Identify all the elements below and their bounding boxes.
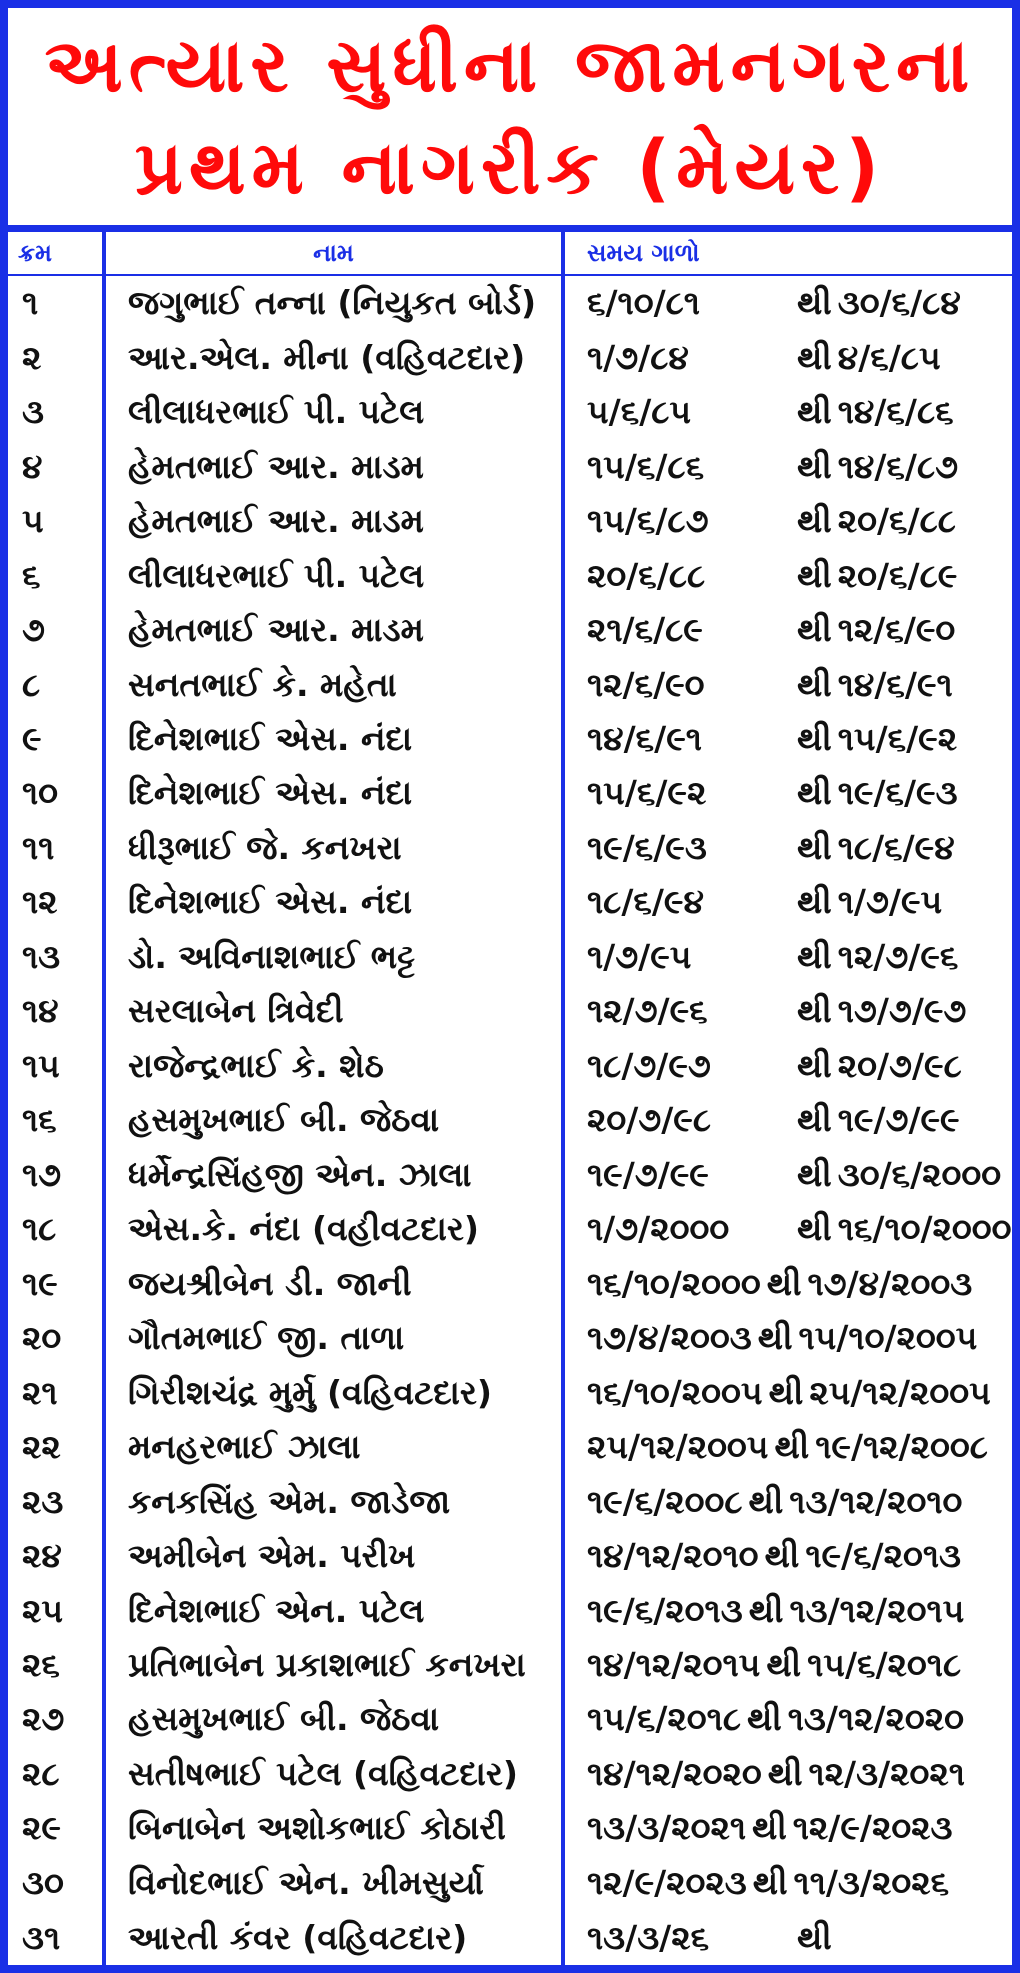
term-start: ૧૪/૧૨/૨૦૧૫ <box>587 1644 761 1684</box>
table-row <box>8 1801 1012 1855</box>
term-end: ૧૨/૭/૯૬ <box>837 936 959 976</box>
mayor-name: જયશ્રીબેન ડી. જાની <box>104 1256 563 1310</box>
term-end: ૧૪/૬/૮૭ <box>837 446 959 486</box>
term-start: ૧૨/૬/૯૦ <box>587 664 705 704</box>
term-separator: થી <box>747 1699 782 1739</box>
term-period <box>563 1474 1012 1528</box>
term-separator: થી <box>797 1917 832 1957</box>
term-period <box>563 1148 1012 1202</box>
term-end: ૧/૭/૯૫ <box>837 882 943 922</box>
table-row <box>8 1420 1012 1474</box>
table-row <box>8 330 1012 384</box>
term-start: ૧૯/૭/૯૯ <box>587 1154 709 1194</box>
term-separator: થી <box>797 936 832 976</box>
term-start: ૧૮/૬/૯૪ <box>587 882 704 922</box>
term-separator: થી <box>797 392 832 432</box>
mayor-name: એસ.કે. નંદા (વહીવટદાર) <box>104 1202 563 1256</box>
term-separator: થી <box>797 283 832 323</box>
mayor-name: કનકસિંહ એમ. જાડેજા <box>104 1474 563 1528</box>
term-separator: થી <box>766 1263 802 1303</box>
term-start: ૧૩/૩/૨૦૨૧ <box>587 1808 747 1848</box>
mayor-name: ધર્મેન્દ્રસિંહજી એન. ઝાલા <box>104 1148 563 1202</box>
term-end: ૧૫/૬/૨૦૧૮ <box>807 1644 962 1684</box>
table-row <box>8 1474 1012 1528</box>
row-number: ૨૦ <box>8 1311 104 1365</box>
mayor-name: ધીરૂભાઈ જે. કનખરા <box>104 821 563 875</box>
table-row <box>8 1311 1012 1365</box>
mayor-name: હસમુખભાઈ બી. જેઠવા <box>104 1093 563 1147</box>
table-row <box>8 548 1012 602</box>
term-end: ૩૦/૬/૮૪ <box>837 283 961 323</box>
mayor-table <box>8 232 1012 1965</box>
term-period <box>563 439 1012 493</box>
table-row <box>8 1692 1012 1746</box>
mayor-name: દિનેશભાઈ એસ. નંદા <box>104 712 563 766</box>
term-end: ૧૨/૯/૨૦૨૩ <box>792 1808 953 1848</box>
table-row <box>8 1638 1012 1692</box>
row-number: ૧૮ <box>8 1202 104 1256</box>
term-end: ૧૪/૬/૮૬ <box>837 392 954 432</box>
term-start: ૧/૭/૮૪ <box>587 337 689 377</box>
table-row <box>8 1365 1012 1419</box>
term-end: ૨૫/૧૨/૨૦૦૫ <box>809 1372 991 1412</box>
term-period <box>563 712 1012 766</box>
row-number: ૫ <box>8 494 104 548</box>
term-end: ૧૩/૧૨/૨૦૧૫ <box>789 1590 965 1630</box>
term-start: ૧૫/૬/૨૦૧૮ <box>587 1699 741 1739</box>
table-row <box>8 1856 1012 1910</box>
row-number: ૮ <box>8 657 104 711</box>
term-period <box>563 1365 1012 1419</box>
row-number: ૧૬ <box>8 1093 104 1147</box>
table-row <box>8 930 1012 984</box>
term-start: ૧૮/૭/૯૭ <box>587 1045 711 1085</box>
term-end: ૧૫/૬/૯૨ <box>837 719 958 758</box>
table-row <box>8 766 1012 820</box>
term-start: ૧૨/૯/૨૦૨૩ <box>587 1862 747 1902</box>
term-period <box>563 1856 1012 1910</box>
term-start: ૧૪/૬/૯૧ <box>587 719 702 758</box>
mayor-name: ગૌતમભાઈ જી. તાળા <box>104 1311 563 1365</box>
mayor-name: પ્રતિભાબેન પ્રકાશભાઈ કનખરા <box>104 1638 563 1692</box>
term-end: ૧૭/૭/૯૭ <box>837 991 967 1031</box>
table-row <box>8 385 1012 439</box>
term-start: ૧૫/૬/૮૬ <box>587 446 705 486</box>
row-number: ૨૪ <box>8 1529 104 1583</box>
term-period <box>563 275 1012 330</box>
term-separator: થી <box>797 555 832 595</box>
term-period <box>563 1801 1012 1855</box>
row-number: ૨૧ <box>8 1365 104 1419</box>
term-period <box>563 821 1012 875</box>
table-row <box>8 1583 1012 1637</box>
term-period <box>563 1311 1012 1365</box>
term-end: ૧૫/૧૦/૨૦૦૫ <box>798 1318 978 1358</box>
term-start: ૧૫/૬/૯૨ <box>587 773 707 813</box>
table-header-row <box>8 232 1012 275</box>
table-row <box>8 1202 1012 1256</box>
term-end: ૧૨/૩/૨૦૨૧ <box>808 1753 965 1793</box>
title-line-1: અત્યાર સુધીના જામનગરના <box>44 22 976 109</box>
term-separator: થી <box>797 501 832 541</box>
term-start: ૧૯/૬/૨૦૧૩ <box>587 1590 743 1630</box>
term-period <box>563 1529 1012 1583</box>
mayor-name: જગુભાઈ તન્ના (નિયુકત બોર્ડ) <box>104 275 563 330</box>
term-start: ૧૨/૭/૯૬ <box>587 991 708 1031</box>
term-separator: થી <box>797 827 832 867</box>
term-end: ૧૪/૬/૯૧ <box>837 664 953 704</box>
term-period <box>563 548 1012 602</box>
term-start: ૧૭/૪/૨૦૦૩ <box>587 1318 752 1358</box>
term-end: ૧૩/૧૨/૨૦૧૦ <box>789 1481 963 1521</box>
term-period <box>563 1256 1012 1310</box>
table-row <box>8 1039 1012 1093</box>
title-line-2: પ્રથમ નાગરીક (મેયર) <box>134 124 886 211</box>
table-row <box>8 712 1012 766</box>
term-start: ૨૧/૬/૮૯ <box>587 610 703 650</box>
term-start: ૧૯/૬/૯૩ <box>587 827 707 867</box>
table-row <box>8 439 1012 493</box>
row-number: ૨૮ <box>8 1747 104 1801</box>
row-number: ૧૨ <box>8 875 104 929</box>
term-period <box>563 603 1012 657</box>
row-number: ૪ <box>8 439 104 493</box>
term-separator: થી <box>797 446 832 486</box>
term-period <box>563 1039 1012 1093</box>
table-row <box>8 821 1012 875</box>
term-end: ૧૯/૬/૯૩ <box>837 773 958 813</box>
term-start: ૬/૧૦/૮૧ <box>587 283 700 323</box>
term-start: ૧૫/૬/૮૭ <box>587 501 709 541</box>
table-row <box>8 603 1012 657</box>
term-end: ૧૬/૧૦/૨૦૦૦ <box>837 1209 1012 1249</box>
table-row <box>8 1148 1012 1202</box>
mayor-name: લીલાધરભાઈ પી. પટેલ <box>104 548 563 602</box>
mayor-name: આરતી કંવર (વહિવટદાર) <box>104 1910 563 1965</box>
term-end: ૩૦/૬/૨૦૦૦ <box>837 1154 1002 1194</box>
mayor-name: ડો. અવિનાશભાઈ ભટ્ટ <box>104 930 563 984</box>
term-end: ૧૯/૧૨/૨૦૦૮ <box>815 1427 988 1467</box>
table-row <box>8 657 1012 711</box>
term-separator: થી <box>797 610 832 650</box>
mayor-name: હેમતભાઈ આર. માડમ <box>104 439 563 493</box>
row-number: ૯ <box>8 712 104 766</box>
term-period <box>563 1638 1012 1692</box>
term-start: ૧૪/૧૨/૨૦૨૦ <box>587 1753 762 1793</box>
mayor-name: બિનાબેન અશોકભાઈ કોઠારી <box>104 1801 563 1855</box>
mayor-name: વિનોદભાઈ એન. ખીમસુર્યા <box>104 1856 563 1910</box>
term-separator: થી <box>752 1862 788 1902</box>
mayor-name: હસમુખભાઈ બી. જેઠવા <box>104 1692 563 1746</box>
term-end: ૧૭/૪/૨૦૦૩ <box>807 1263 973 1303</box>
table-row <box>8 494 1012 548</box>
term-separator: થી <box>774 1427 810 1467</box>
term-start: ૧૯/૬/૨૦૦૮ <box>587 1481 743 1521</box>
term-end: ૧૯/૬/૨૦૧૩ <box>805 1536 961 1576</box>
term-start: ૧/૭/૨૦૦૦ <box>587 1209 730 1249</box>
row-number: ૬ <box>8 548 104 602</box>
row-number: ૩૧ <box>8 1910 104 1965</box>
term-period <box>563 984 1012 1038</box>
term-start: ૨૫/૧૨/૨૦૦૫ <box>587 1427 769 1467</box>
table-row <box>8 875 1012 929</box>
term-start: ૧૩/૩/૨૬ <box>587 1917 710 1957</box>
term-separator: થી <box>797 773 832 813</box>
term-end: ૧૨/૬/૯૦ <box>837 610 956 650</box>
term-separator: થી <box>766 1644 802 1684</box>
row-number: ૧ <box>8 275 104 330</box>
header-divider <box>8 225 1012 232</box>
term-separator: થી <box>797 1209 832 1249</box>
term-separator: થી <box>797 1154 832 1194</box>
mayor-name: ગિરીશચંદ્ર મુર્મુ (વહિવટદાર) <box>104 1365 563 1419</box>
term-separator: થી <box>767 1753 803 1793</box>
title-block <box>8 8 1012 225</box>
term-period <box>563 1692 1012 1746</box>
table-row <box>8 275 1012 330</box>
mayor-name: લીલાધરભાઈ પી. પટેલ <box>104 385 563 439</box>
term-end: ૧૮/૬/૯૪ <box>837 827 955 867</box>
table-row <box>8 1910 1012 1965</box>
row-number: ૨૯ <box>8 1801 104 1855</box>
term-separator: થી <box>757 1318 793 1358</box>
row-number: ૨૩ <box>8 1474 104 1528</box>
term-start: ૧૬/૧૦/૨૦૦૫ <box>587 1372 763 1412</box>
mayor-name: રાજેન્દ્રભાઈ કે. શેઠ <box>104 1039 563 1093</box>
mayor-name: સનતભાઈ કે. મહેતા <box>104 657 563 711</box>
table-row <box>8 1529 1012 1583</box>
header-number: ક્રમ <box>8 232 104 275</box>
row-number: ૧૯ <box>8 1256 104 1310</box>
term-period <box>563 330 1012 384</box>
row-number: ૨૭ <box>8 1692 104 1746</box>
term-end: ૧૩/૧૨/૨૦૨૦ <box>787 1699 965 1739</box>
row-number: ૧૪ <box>8 984 104 1038</box>
term-period <box>563 657 1012 711</box>
term-separator: થી <box>797 337 832 377</box>
term-separator: થી <box>748 1590 784 1630</box>
mayor-name: દિનેશભાઈ એન. પટેલ <box>104 1583 563 1637</box>
row-number: ૧૦ <box>8 766 104 820</box>
term-end: ૨૦/૭/૯૮ <box>837 1045 962 1085</box>
row-number: ૨૫ <box>8 1583 104 1637</box>
row-number: ૧૩ <box>8 930 104 984</box>
term-end: ૪/૬/૮૫ <box>837 337 941 377</box>
term-start: ૧૪/૧૨/૨૦૧૦ <box>587 1536 759 1576</box>
term-separator: થી <box>797 719 832 758</box>
mayor-name: દિનેશભાઈ એસ. નંદા <box>104 875 563 929</box>
row-number: ૧૫ <box>8 1039 104 1093</box>
row-number: ૭ <box>8 603 104 657</box>
term-period <box>563 494 1012 548</box>
term-separator: થી <box>797 1045 832 1085</box>
term-period <box>563 1747 1012 1801</box>
term-period <box>563 875 1012 929</box>
row-number: ૩ <box>8 385 104 439</box>
mayor-name: હેમતભાઈ આર. માડમ <box>104 494 563 548</box>
term-period <box>563 1093 1012 1147</box>
term-separator: થી <box>797 882 832 922</box>
term-start: ૫/૬/૮૫ <box>587 392 692 432</box>
mayor-name: અમીબેન એમ. પરીખ <box>104 1529 563 1583</box>
row-number: ૩૦ <box>8 1856 104 1910</box>
term-start: ૧/૭/૯૫ <box>587 936 692 976</box>
mayor-name: સરલાબેન ત્રિવેદી <box>104 984 563 1038</box>
term-end: ૧૯/૭/૯૯ <box>837 1100 960 1140</box>
term-period <box>563 1420 1012 1474</box>
mayor-name: દિનેશભાઈ એસ. નંદા <box>104 766 563 820</box>
term-separator: થી <box>797 991 832 1031</box>
table-row <box>8 984 1012 1038</box>
term-period <box>563 1202 1012 1256</box>
mayor-name: આર.એલ. મીના (વહિવટદાર) <box>104 330 563 384</box>
term-separator: થી <box>748 1481 784 1521</box>
row-number: ૧૭ <box>8 1148 104 1202</box>
term-end: ૧૧/૩/૨૦૨૬ <box>793 1862 950 1902</box>
term-period <box>563 930 1012 984</box>
row-number: ૨૨ <box>8 1420 104 1474</box>
term-end: ૨૦/૬/૮૮ <box>837 501 956 541</box>
term-separator: થી <box>764 1536 800 1576</box>
term-separator: થી <box>768 1372 804 1412</box>
term-separator: થી <box>797 664 832 704</box>
mayor-name: હેમતભાઈ આર. માડમ <box>104 603 563 657</box>
row-number: ૨ <box>8 330 104 384</box>
term-start: ૨૦/૬/૮૮ <box>587 555 706 595</box>
table-row <box>8 1093 1012 1147</box>
term-separator: થી <box>752 1808 787 1848</box>
row-number: ૨૬ <box>8 1638 104 1692</box>
term-start: ૨૦/૭/૯૮ <box>587 1100 711 1140</box>
table-row <box>8 1747 1012 1801</box>
header-period: સમય ગાળો <box>563 232 1012 275</box>
mayor-name: મનહરભાઈ ઝાલા <box>104 1420 563 1474</box>
term-period <box>563 1583 1012 1637</box>
term-period <box>563 1910 1012 1965</box>
header-name: નામ <box>104 232 563 275</box>
table-row <box>8 1256 1012 1310</box>
term-separator: થી <box>797 1100 832 1140</box>
term-period <box>563 385 1012 439</box>
mayor-name: સતીષભાઈ પટેલ (વહિવટદાર) <box>104 1747 563 1801</box>
term-period <box>563 766 1012 820</box>
term-start: ૧૬/૧૦/૨૦૦૦ <box>587 1263 761 1303</box>
term-end: ૨૦/૬/૮૯ <box>837 555 958 595</box>
row-number: ૧૧ <box>8 821 104 875</box>
